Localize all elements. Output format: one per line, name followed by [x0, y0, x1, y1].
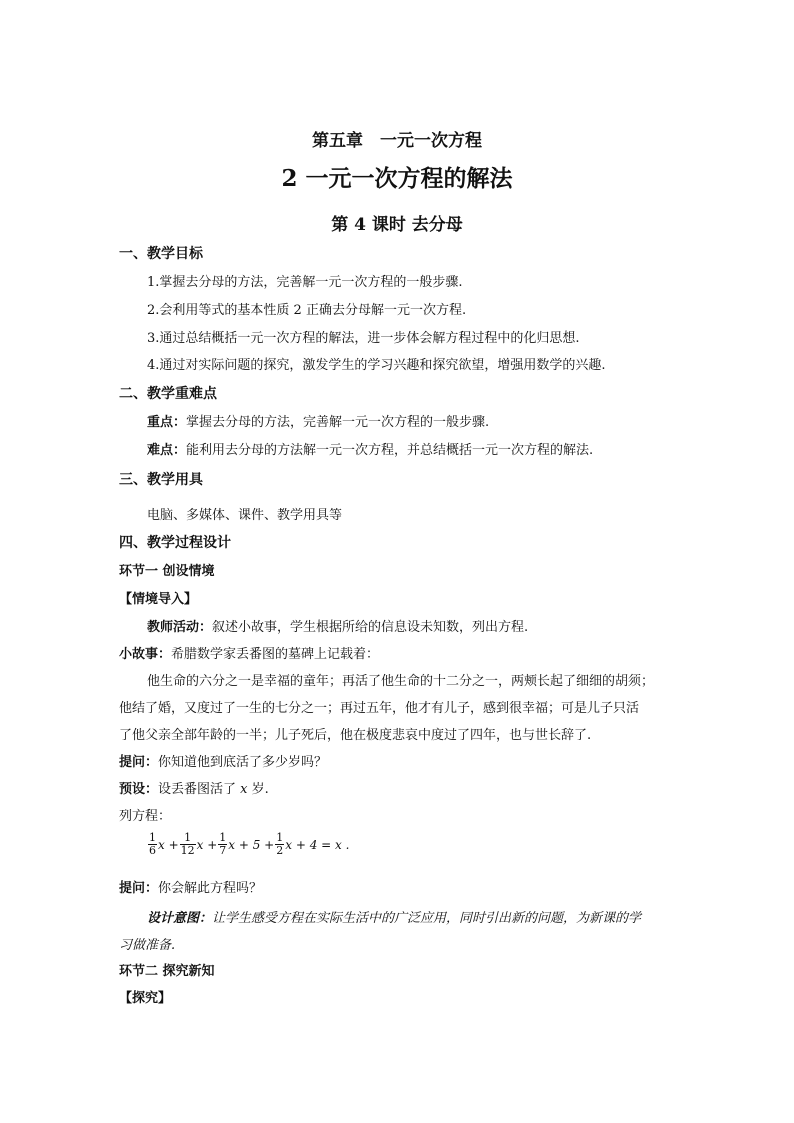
heading-teaching-goals: 一、教学目标	[119, 246, 203, 262]
hard-label: 难点：	[147, 443, 187, 458]
link-one: 环节一 创设情境	[119, 564, 215, 579]
key-label: 重点：	[147, 415, 187, 430]
design-intent	[147, 910, 641, 928]
question-2	[119, 880, 262, 898]
fraction-denominator: 2	[276, 844, 284, 857]
explore-tag: 【探究】	[119, 991, 172, 1006]
fraction-denominator: 6	[149, 844, 156, 857]
equation-term-1: x +	[158, 837, 179, 852]
fraction-one-twelfth	[180, 832, 196, 857]
teacher-label: 教师活动：	[147, 620, 213, 635]
section-title: 2 一元一次方程的解法	[281, 165, 513, 192]
key-point	[147, 414, 489, 432]
goal-item-2: 2.会利用等式的基本性质 2 正确去分母解一元一次方程.	[147, 303, 467, 318]
preset	[119, 781, 269, 799]
story-line-2: 他结了婚，又度过了一生的七分之一；再过五年，他才有儿子，感到很幸福；可是儿子只活	[119, 701, 640, 716]
question-1-text: 你知道他到底活了多少岁吗？	[158, 755, 328, 770]
goal-item-1: 1.掌握去分母的方法，完善解一元一次方程的一般步骤.	[147, 275, 463, 290]
story-text: 希腊数学家丢番图的墓碑上记载着：	[171, 647, 380, 662]
preset-label: 预设：	[119, 782, 159, 797]
teacher-text: 叙述小故事，学生根据所给的信息设未知数，列出方程.	[212, 620, 529, 635]
fraction-one-sixth	[148, 832, 157, 857]
goal-item-4: 4.通过对实际问题的探究，激发学生的学习兴趣和探究欲望，增强用数学的兴趣.	[147, 358, 606, 373]
fraction-numerator: 1	[219, 831, 227, 844]
design-text-2: 习做准备.	[119, 938, 176, 953]
question-2-text: 你会解此方程吗？	[158, 881, 263, 896]
fraction-denominator: 12	[180, 844, 195, 857]
preset-text-b: 岁.	[247, 782, 269, 797]
fraction-numerator: 1	[180, 832, 196, 845]
equation-term-4: x + 4 = x .	[285, 837, 350, 852]
question-2-label: 提问：	[119, 881, 159, 896]
fraction-one-seventh	[218, 832, 227, 857]
story-label: 小故事：	[119, 647, 172, 662]
story-line-1: 他生命的六分之一是幸福的童年；再活了他生命的十二分之一，两颊长起了细细的胡须；	[147, 674, 655, 689]
story-intro	[119, 646, 379, 664]
question-1	[119, 754, 327, 772]
heading-process-design: 四、教学过程设计	[119, 535, 231, 551]
chapter-title: 第五章 一元一次方程	[312, 131, 482, 151]
lesson-title: 第 4 课时 去分母	[331, 215, 463, 235]
equation	[147, 832, 349, 872]
fraction-one-half	[275, 832, 284, 857]
heading-key-points: 二、教学重难点	[119, 386, 217, 402]
design-text-1: 让学生感受方程在实际生活中的广泛应用，同时引出新的问题，为新课的学	[212, 911, 642, 926]
list-equation-label: 列方程：	[119, 809, 172, 824]
hard-point	[147, 442, 593, 460]
fraction-denominator: 7	[219, 844, 227, 857]
hard-text: 能利用去分母的方法解一元一次方程，并总结概括一元一次方程的解法.	[186, 443, 594, 458]
teaching-tools-text: 电脑、多媒体、课件、教学用具等	[147, 508, 343, 523]
preset-text-a: 设丢番图活了	[158, 782, 241, 797]
story-line-3: 了他父亲全部年龄的一半；儿子死后，他在极度悲哀中度过了四年，也与世长辞了.	[119, 728, 592, 743]
question-1-label: 提问：	[119, 755, 159, 770]
preset-variable: x	[240, 782, 248, 797]
equation-term-3: x + 5 +	[228, 837, 275, 852]
teacher-activity	[147, 619, 528, 637]
heading-teaching-tools: 三、教学用具	[119, 472, 203, 488]
goal-item-3: 3.通过总结概括一元一次方程的解法，进一步体会解方程过程中的化归思想.	[147, 331, 580, 346]
intro-tag: 【情境导入】	[119, 592, 198, 607]
design-label: 设计意图：	[147, 911, 213, 926]
link-two: 环节二 探究新知	[119, 964, 215, 979]
key-text: 掌握去分母的方法，完善解一元一次方程的一般步骤.	[186, 415, 490, 430]
fraction-numerator: 1	[276, 831, 284, 844]
fraction-numerator: 1	[149, 831, 156, 844]
equation-term-2: x +	[196, 837, 218, 852]
